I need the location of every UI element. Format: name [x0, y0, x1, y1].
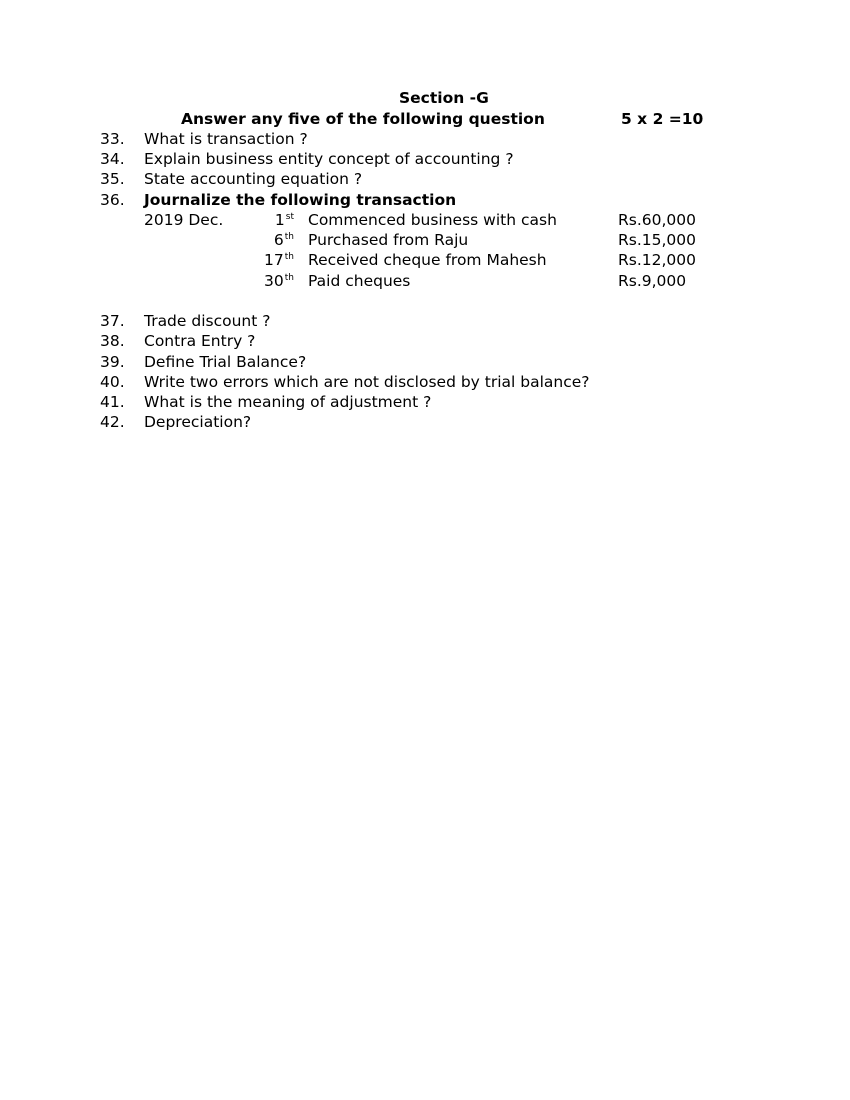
section-marks: 5 x 2 =10 — [621, 110, 704, 128]
entry-day: 1st — [274, 211, 294, 229]
question-text: Write two errors which are not disclosed by trial balance? — [144, 373, 590, 391]
entry-day: 6th — [273, 231, 294, 249]
question-number: 40. — [100, 373, 125, 391]
question-text: Journalize the following transaction — [144, 191, 457, 209]
entry-description: Commenced business with cash — [308, 211, 557, 229]
question-number: 38. — [100, 332, 125, 350]
journal-period: 2019 Dec. — [144, 211, 224, 229]
question-text: State accounting equation ? — [144, 170, 363, 188]
entry-amount: Rs.15,000 — [618, 231, 697, 249]
question-text: Define Trial Balance? — [144, 353, 307, 371]
question-number: 35. — [100, 170, 125, 188]
question-text: Depreciation? — [144, 413, 252, 431]
entry-description: Received cheque from Mahesh — [308, 251, 547, 269]
question-number: 41. — [100, 393, 125, 411]
question-text: Explain business entity concept of accounting ? — [144, 150, 514, 168]
question-number: 34. — [100, 150, 125, 168]
question-text: What is transaction ? — [144, 130, 308, 148]
question-text: Trade discount ? — [144, 312, 271, 330]
section-title: Section -G — [399, 89, 489, 107]
question-number: 42. — [100, 413, 125, 431]
question-number: 36. — [100, 191, 125, 209]
entry-description: Purchased from Raju — [308, 231, 469, 249]
entry-day: 30th — [264, 272, 294, 290]
section-instruction: Answer any five of the following question — [181, 110, 545, 128]
entry-amount: Rs.12,000 — [618, 251, 697, 269]
entry-amount: Rs.9,000 — [618, 272, 687, 290]
question-number: 33. — [100, 130, 125, 148]
question-text: What is the meaning of adjustment ? — [144, 393, 432, 411]
entry-description: Paid cheques — [308, 272, 411, 290]
entry-day: 17th — [264, 251, 294, 269]
question-number: 37. — [100, 312, 125, 330]
question-text: Contra Entry ? — [144, 332, 256, 350]
question-number: 39. — [100, 353, 125, 371]
entry-amount: Rs.60,000 — [618, 211, 697, 229]
